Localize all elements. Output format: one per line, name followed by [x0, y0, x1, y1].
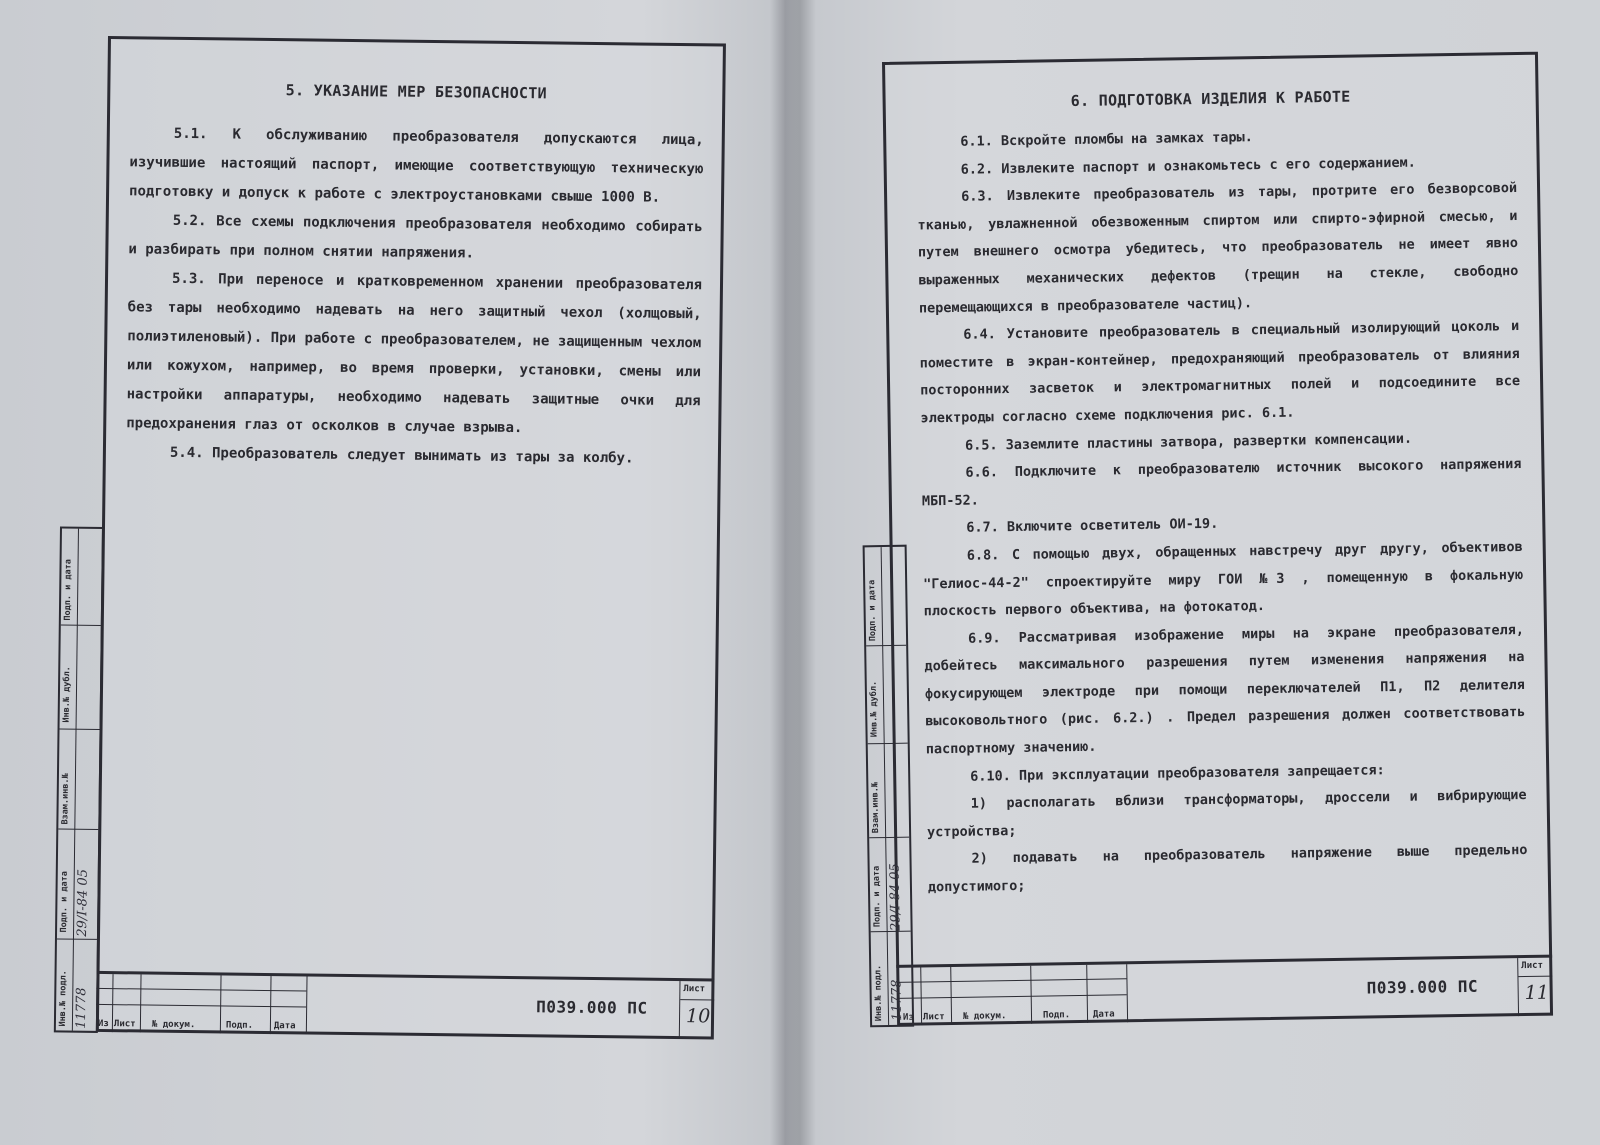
- section-title: 6. ПОДГОТОВКА ИЗДЕЛИЯ К РАБОТЕ: [1070, 87, 1351, 111]
- paragraph: 1) располагать вблизи трансформаторы, дроссели и вибрирующие устройства;: [926, 787, 1527, 841]
- strip-label: Подп. и дата: [59, 871, 70, 933]
- title-block: [896, 955, 1553, 1026]
- stamp-header: Дата: [1092, 1009, 1115, 1020]
- page-body: [126, 119, 704, 474]
- page-body: [916, 120, 1528, 902]
- right-page: [867, 52, 1553, 1026]
- stamp-header: Из: [97, 1018, 109, 1030]
- paragraph: 5.2. Все схемы подключения преобразователя необходимо собирать и разбирать при полном снятии напряжения.: [128, 212, 703, 262]
- strip-label: Подп. и дата: [62, 559, 74, 621]
- paragraph: 6.1. Вскройте пломбы на замках тары.: [960, 129, 1253, 150]
- section-title: 5. УКАЗАНИЕ МЕР БЕЗОПАСНОСТИ: [285, 81, 548, 103]
- strip-label: Взам.инв.№: [60, 773, 71, 825]
- sheet-label: Лист: [683, 984, 706, 995]
- sheet-number: 11: [1524, 981, 1550, 1005]
- stamp-header: Лист: [922, 1012, 945, 1023]
- left-page: [57, 36, 726, 1039]
- paragraph: 5.3. При переносе и кратковременном хранении преобразователя без тары необходимо надевать на него защитный чехол (холщовый, полиэтиленовый). При работе с преобразователем, не защищенным чехлом или кожухом, например, во время проверки, установки, смены или настройки аппаратуры, необходимо надевать защитные очки для предохранения глаз от осколков в случае взрыва.: [126, 270, 703, 437]
- book-gutter: [770, 0, 800, 1145]
- margin-stamp-strip: [863, 545, 915, 1028]
- strip-label: Взам.инв.№: [870, 781, 882, 834]
- handwritten-date: 29/I-84 05: [74, 868, 91, 937]
- paragraph: 6.4. Установите преобразователь в специальный изолирующий цоколь и поместите в экран-контейнер, предохраняющий преобразователь от влияния посторонних засветок и электромагнитных полей и подсоедините все электроды согласно схеме подключения рис. 6.1.: [919, 318, 1521, 427]
- strip-label: Инв.№ подл.: [873, 964, 885, 1022]
- stamp-header: Дата: [273, 1021, 296, 1032]
- strip-label: Инв.№ дубл.: [868, 680, 880, 738]
- sheet-box: [679, 981, 715, 1039]
- paragraph: 6.6. Подключите к преобразователю источник высокого напряжения МБП-52.: [921, 456, 1522, 510]
- handwritten-date: 29/I-84 05: [887, 863, 904, 932]
- document-number: П039.000 ПС: [1366, 976, 1479, 998]
- strip-label: Подп. и дата: [867, 579, 879, 642]
- paragraph: 6.9. Рассматривая изображение миры на экране преобразователя, добейтесь максимального разрешения путем изменения напряжения на фокусирующем электроде при помощи переключателей П1, П2 делителя высоковольтного (рис. 6.2.) . Предел разрешения должен соответствовать паспортному значению.: [924, 621, 1526, 758]
- stamp-header: Подп.: [1042, 1010, 1071, 1021]
- stamp-header: Подп.: [225, 1020, 254, 1031]
- paragraph: 2) подавать на преобразователь напряжение выше предельно допустимого;: [927, 842, 1528, 896]
- handwritten-inventory: 11778: [73, 987, 90, 1029]
- paragraph: 6.10. При эксплуатации преобразователя запрещается:: [970, 761, 1385, 785]
- paragraph: 6.8. С помощью двух, обращенных навстречу друг другу, объективов "Гелиос-44-2" спроектируйте миру ГОИ №3 , помещенную в фокальную плоскость первого объектива, на фотокатод.: [923, 538, 1524, 620]
- sheet-box: [1517, 958, 1553, 1017]
- paragraph: 6.5. Заземлите пластины затвора, развертки компенсации.: [964, 430, 1413, 454]
- strip-label: Инв.№ дубл.: [61, 666, 73, 723]
- paragraph: 5.4. Преобразователь следует вынимать из тары за колбу.: [169, 444, 634, 467]
- stamp-header: № докум.: [151, 1019, 196, 1031]
- strip-label: Инв.№ подл.: [57, 970, 69, 1027]
- handwritten-inventory: 11778: [889, 979, 906, 1021]
- stamp-header: № докум.: [962, 1011, 1007, 1022]
- margin-stamp-strip: [54, 526, 104, 1032]
- document-number: П039.000 ПС: [536, 997, 648, 1018]
- paragraph: 6.7. Включите осветитель ОИ-19.: [966, 516, 1219, 537]
- paragraph: 5.1. К обслуживанию преобразователя допускаются лица, изучившие настоящий паспорт, имеющие соответствующую техническую подготовку и допуск к работе с электроустановками свыше 1000 В.: [129, 125, 704, 206]
- stamp-header: Лист: [113, 1019, 136, 1030]
- paragraph: 6.3. Извлеките преобразователь из тары, протрите его безворсовой тканью, увлажненной обезвоженным спиртом или спирто-эфирной смесью, и путем внешнего осмотра убедитесь, что преобразователь не имеет явно выраженных механических дефектов (трещин на стекле, свободно перемещающихся в преобразователе частиц).: [917, 180, 1519, 317]
- strip-label: Подп. и дата: [871, 865, 883, 928]
- title-block: [96, 971, 715, 1040]
- sheet-number: 10: [685, 1005, 711, 1028]
- sheet-label: Лист: [1521, 960, 1544, 972]
- paragraph: 6.2. Извлеките паспорт и ознакомьтесь с его содержанием.: [960, 154, 1416, 178]
- stamp-header: Из: [902, 1012, 914, 1023]
